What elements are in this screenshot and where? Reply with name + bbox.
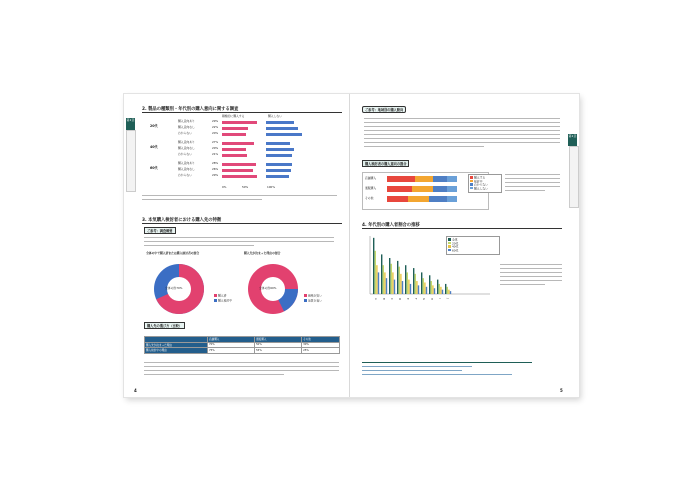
bar-left	[222, 142, 254, 145]
bar-right	[266, 142, 290, 145]
column-tick-label: A	[374, 298, 377, 300]
text-line	[364, 118, 560, 119]
stacked-segment	[387, 196, 408, 202]
text-line	[144, 370, 339, 371]
stacked-row-label: 店舗購入	[365, 176, 377, 180]
column-bar	[386, 278, 387, 294]
text-line	[364, 138, 560, 139]
column-bar	[432, 285, 433, 294]
column-tick-label: J	[446, 298, 449, 299]
column-bar	[442, 290, 443, 294]
table-header-cell: 店舗購入	[208, 337, 255, 343]
page-gutter	[349, 94, 350, 397]
left-page	[124, 94, 350, 397]
bar-left	[222, 127, 248, 130]
column-tick-label: D	[398, 298, 401, 300]
bar-row-label: わからない	[178, 131, 192, 135]
column-bar	[400, 274, 401, 294]
column-tick-label: I	[438, 298, 441, 299]
text-line	[364, 130, 560, 131]
bar-row-value: 20%	[212, 146, 219, 150]
bar-group-label: 40代	[150, 145, 158, 149]
bar-header-left: 積極的に購入する	[222, 114, 245, 118]
bar-row-label: 購入意向あり	[178, 119, 195, 123]
text-line	[362, 366, 472, 367]
text-line	[364, 122, 560, 123]
bar-axis-tick-2: 100%	[267, 185, 275, 189]
column-bar	[450, 291, 451, 294]
column-bar	[392, 272, 393, 294]
column-bar	[415, 274, 416, 294]
column-bar	[440, 287, 441, 294]
column-tick-label: G	[422, 298, 425, 301]
footnote-rule	[362, 362, 532, 363]
column-bar	[391, 264, 392, 294]
section-3-title: 3. 本気購入検討者における購入先の特徴	[142, 218, 222, 223]
section-4-rule	[362, 228, 562, 229]
bar-left	[222, 121, 257, 124]
pie-2-legend-b: 品質が良い	[304, 299, 322, 303]
text-line	[500, 268, 562, 269]
legend-item: 60代	[448, 249, 498, 253]
stacked-row-label: その他	[365, 196, 374, 200]
bar-group-label: 20代	[150, 124, 158, 128]
bar-row-label: 購入意向あり	[178, 140, 195, 144]
text-line	[505, 174, 560, 175]
column-bar	[394, 280, 395, 294]
section-2-title: 2. 製品の種類別・年代別の購入意向に関する調査	[142, 107, 239, 112]
column-bar	[439, 284, 440, 294]
column-bar	[418, 285, 419, 294]
section-3-rule	[142, 223, 342, 224]
column-bar	[389, 258, 390, 294]
bar-row-value: 20%	[212, 131, 219, 135]
column-bar	[410, 284, 411, 294]
table-cell: 55%	[255, 348, 302, 354]
text-line	[500, 284, 545, 285]
column-tick-label: H	[430, 298, 433, 300]
stacked-row-label: 通販購入	[365, 186, 377, 190]
stacked-segment	[447, 176, 458, 182]
text-line	[500, 264, 562, 265]
text-line	[500, 280, 562, 281]
bar-left	[222, 163, 256, 166]
box-1-title: ご参考：調査概要	[144, 227, 176, 234]
bar-left	[222, 169, 253, 172]
text-line	[144, 237, 334, 238]
text-line	[505, 190, 545, 191]
table-header-cell: 通販購入	[255, 337, 302, 343]
column-bar	[373, 238, 374, 294]
text-line	[142, 195, 337, 196]
bar-right	[266, 175, 289, 178]
text-line	[144, 374, 284, 375]
text-line	[364, 134, 560, 135]
bar-right	[266, 154, 292, 157]
bar-left	[222, 133, 246, 136]
column-bar	[378, 272, 379, 294]
text-line	[364, 142, 560, 143]
bar-row-label: わからない	[178, 173, 192, 177]
stacked-segment	[415, 176, 433, 182]
bar-chart	[142, 120, 342, 184]
bar-row-value: 29%	[212, 119, 219, 123]
text-line	[362, 370, 462, 371]
pie-1-legend-a: 購入済	[214, 294, 226, 298]
section-4-title: 4. 年代別の購入者割合の推移	[362, 223, 420, 228]
bar-left	[222, 175, 257, 178]
column-bar	[423, 278, 424, 294]
column-bar	[376, 265, 377, 294]
left-chapter-tab	[126, 118, 135, 130]
table-cell: 購入先が決まった理由	[145, 342, 208, 348]
text-line	[144, 366, 339, 367]
bar-row-label: 購入意向なし	[178, 146, 195, 150]
column-bar	[431, 281, 432, 294]
column-bar	[413, 268, 414, 294]
pie-2-title: 購入先が決まった理由の割合	[244, 251, 281, 255]
right-chapter-label: 第1章	[568, 134, 577, 138]
document-spread	[124, 94, 579, 397]
bar-right	[266, 163, 292, 166]
stacked-segment	[387, 176, 415, 182]
table-header-cell: その他	[302, 337, 340, 343]
bar-row-value: 27%	[212, 140, 219, 144]
comparison-table	[144, 336, 340, 354]
text-line	[142, 199, 262, 200]
stacked-segment	[433, 186, 447, 192]
text-line	[505, 182, 560, 183]
column-tick-label: B	[382, 298, 385, 300]
column-bar	[434, 288, 435, 294]
column-tick-label: E	[406, 298, 409, 300]
text-line	[500, 276, 562, 277]
bar-header-right: 購入しない	[268, 114, 282, 118]
bar-row-label: 購入意向なし	[178, 167, 195, 171]
table-cell: 70%	[208, 342, 255, 348]
left-side-strip	[126, 130, 136, 192]
pie-2-legend-a: 価格が安い	[304, 294, 322, 298]
bar-row-label: わからない	[178, 152, 192, 156]
column-tick-label: F	[414, 298, 417, 300]
bar-row-label: 購入意向なし	[178, 125, 195, 129]
left-page-number: 4	[134, 388, 137, 393]
legend-item: 検討中	[470, 180, 500, 184]
table-cell: 75%	[208, 348, 255, 354]
legend-item: 購入する	[470, 176, 500, 180]
bar-right	[266, 148, 294, 151]
text-line	[144, 241, 334, 242]
bar-right	[266, 169, 291, 172]
bar-row-value: 28%	[212, 161, 219, 165]
section-2-rule	[142, 112, 342, 113]
legend-item: 40代	[448, 245, 498, 249]
table-row	[145, 348, 340, 354]
column-bar	[405, 265, 406, 294]
text-line	[505, 186, 560, 187]
bar-row-value: 26%	[212, 167, 219, 171]
bar-left	[222, 154, 247, 157]
column-bar	[429, 275, 430, 294]
stacked-segment	[429, 196, 447, 202]
stacked-segment	[408, 196, 429, 202]
column-bar	[407, 272, 408, 294]
column-bar	[424, 282, 425, 294]
stacked-segment	[387, 186, 412, 192]
bar-right	[266, 121, 294, 124]
column-bar	[437, 280, 438, 294]
bar-right	[266, 127, 298, 130]
table-cell: 50%	[255, 342, 302, 348]
bar-row-value: 29%	[212, 173, 219, 177]
bar-axis-tick-0: 0%	[222, 185, 227, 189]
table-cell: 25%	[302, 348, 340, 354]
text-line	[144, 245, 254, 246]
bar-left	[222, 148, 246, 151]
table-cell: 購入検討中の理由	[145, 348, 208, 354]
stacked-segment	[433, 176, 447, 182]
right-page	[350, 94, 579, 397]
legend-item: 全体	[448, 238, 498, 242]
bar-row-label: 購入意向あり	[178, 161, 195, 165]
text-line	[500, 272, 562, 273]
text-line	[364, 126, 560, 127]
column-bar	[447, 287, 448, 294]
bar-right	[266, 133, 302, 136]
left-chapter-label: 第1章	[126, 118, 135, 122]
column-tick-label: C	[390, 298, 393, 300]
box-3-title: 購入検討者の購入意向の割合	[362, 160, 409, 167]
text-line	[505, 178, 560, 179]
legend-item: 購入しない	[470, 187, 500, 191]
column-bar	[408, 280, 409, 294]
legend-item: わからない	[470, 183, 500, 187]
legend-item: 20代	[448, 242, 498, 246]
stacked-segment	[412, 186, 433, 192]
bar-row-value: 21%	[212, 152, 219, 156]
column-bar	[402, 281, 403, 294]
right-chapter-tab	[568, 134, 577, 146]
column-bar	[399, 267, 400, 294]
pie-1-title: 全体の中で購入済または購入検討者の割合	[146, 251, 200, 255]
column-bar	[384, 272, 385, 294]
column-bar	[421, 272, 422, 294]
bar-row-value: 22%	[212, 125, 219, 129]
stacked-bar-legend	[468, 174, 502, 193]
section-4-header: ご参考：地域別の購入動向	[362, 106, 406, 113]
box-2-title: 購入先の選び方（比較）	[144, 322, 185, 329]
table-cell: 30%	[302, 342, 340, 348]
right-page-number: 5	[560, 388, 563, 393]
pie-1-legend-b: 購入検討中	[214, 299, 232, 303]
column-bar	[397, 261, 398, 294]
column-bar	[416, 281, 417, 294]
column-chart-legend	[446, 236, 500, 255]
column-bar	[445, 284, 446, 294]
right-side-strip	[569, 146, 579, 208]
stacked-segment	[447, 196, 458, 202]
column-bar	[375, 251, 376, 294]
column-bar	[381, 254, 382, 294]
column-bar	[426, 287, 427, 294]
bar-group-label: 60代	[150, 166, 158, 170]
text-line	[364, 146, 484, 147]
text-line	[362, 374, 512, 375]
text-line	[144, 362, 339, 363]
pie-1-center: 全体の約70%	[165, 286, 183, 290]
bar-axis-tick-1: 50%	[242, 185, 249, 189]
pie-2-center: 全体の約60%	[259, 286, 277, 290]
column-bar	[448, 290, 449, 294]
stacked-segment	[447, 186, 458, 192]
column-bar	[383, 265, 384, 294]
